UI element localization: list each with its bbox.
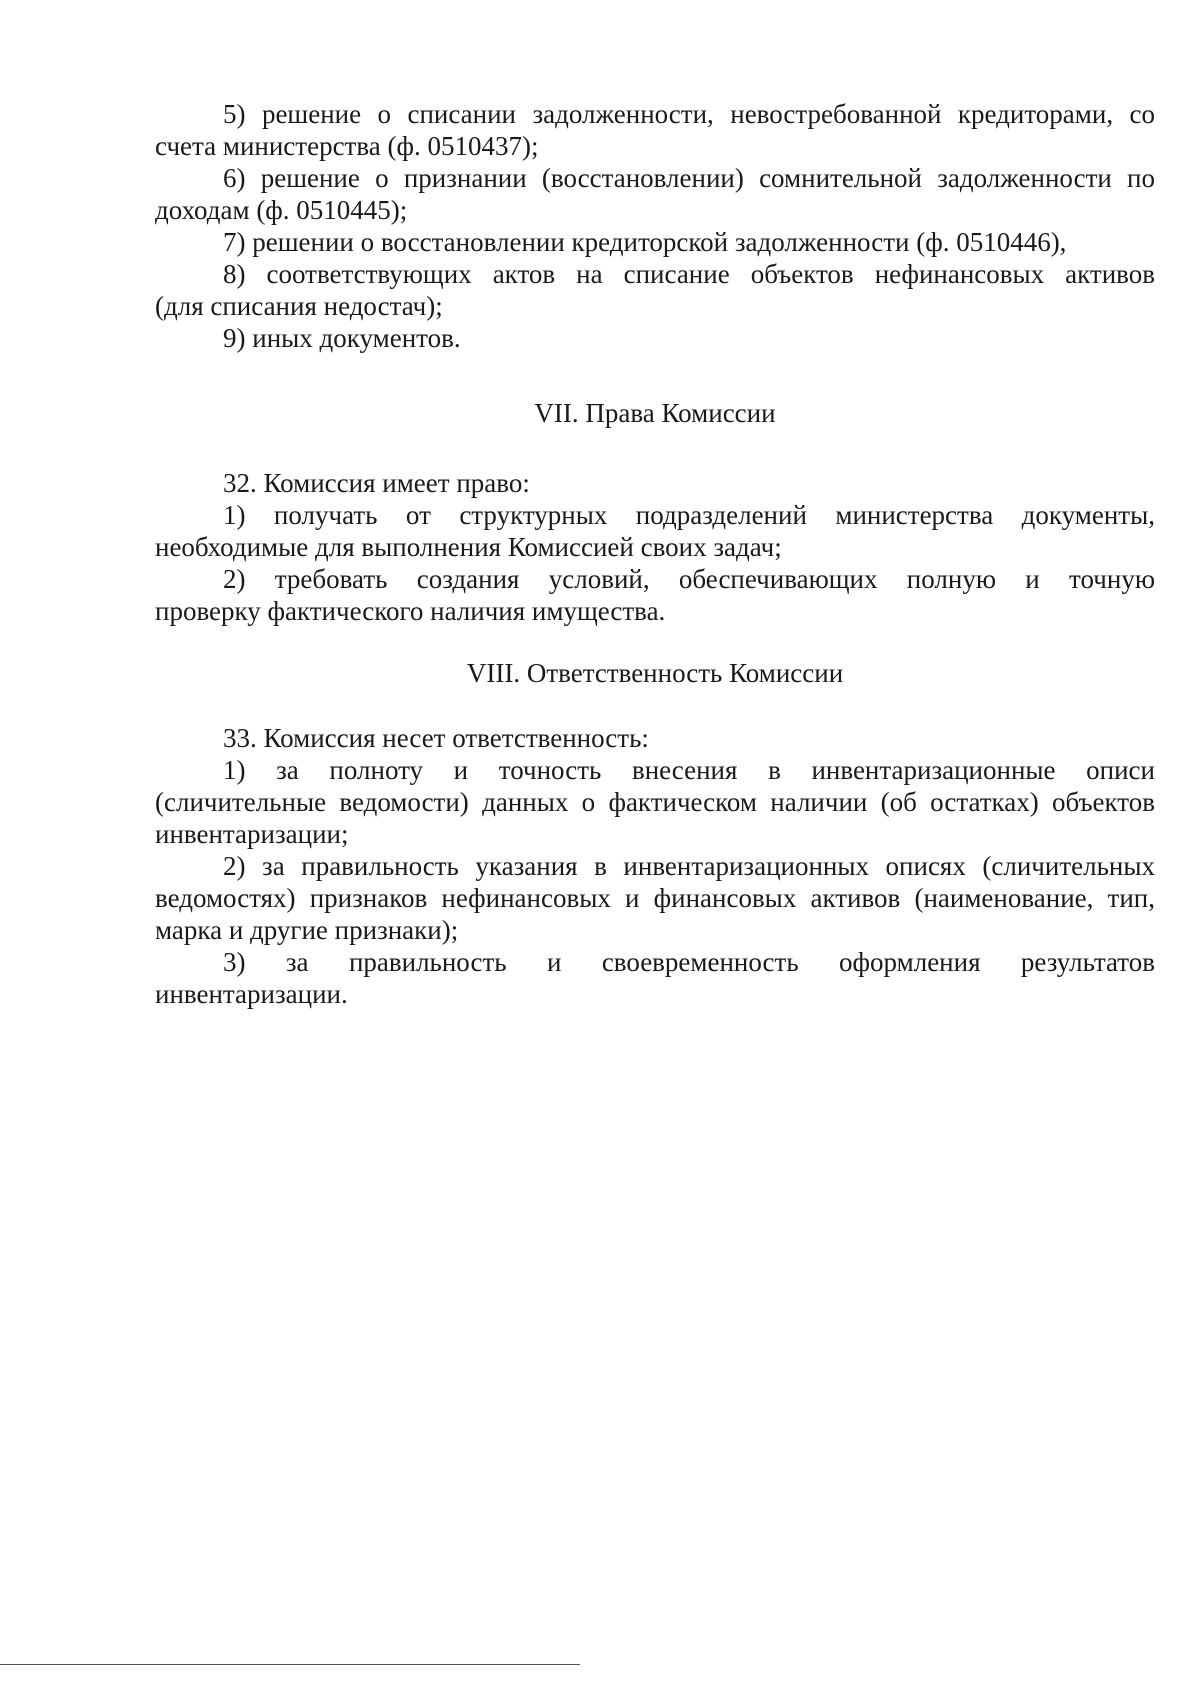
section-8-sub-1-line-3: инвентаризации; — [155, 819, 349, 849]
list-item-7-line-1: 7) решении о восстановлении кредиторской задолженности (ф. 0510446), — [223, 227, 1067, 257]
section-8-heading: VIII. Ответственность Комиссии — [466, 658, 844, 688]
list-item-5-line-1: 5) решение о списании задолженности, невостребованной кредиторами, со — [223, 99, 1155, 129]
section-8-sub-2-line-3: марка и другие признаки); — [155, 915, 459, 945]
section-7-sub-2-line-2: проверку фактического наличия имущества. — [155, 596, 666, 626]
section-8-item-33: 33. Комиссия несет ответственность: — [223, 723, 649, 753]
section-8-sub-2-line-1: 2) за правильность указания в инвентаризационных описях (сличительных — [223, 851, 1155, 881]
section-7-sub-2-line-1: 2) требовать создания условий, обеспечивающих полную и точную — [223, 564, 1155, 594]
section-7-sub-1-line-2: необходимые для выполнения Комиссией своих задач; — [155, 532, 782, 562]
footer-divider — [0, 1664, 580, 1665]
list-item-6-line-2: доходам (ф. 0510445); — [155, 195, 408, 225]
list-item-5-line-2: счета министерства (ф. 0510437); — [155, 131, 539, 161]
list-item-6-line-1: 6) решение о признании (восстановлении) сомнительной задолженности по — [223, 163, 1155, 193]
section-8-sub-2-line-2: ведомостях) признаков нефинансовых и финансовых активов (наименование, тип, — [155, 883, 1155, 913]
section-8-sub-3-line-2: инвентаризации. — [155, 979, 348, 1009]
list-item-8-line-2: (для списания недостач); — [155, 291, 443, 321]
section-8-sub-1-line-2: (сличительные ведомости) данных о фактическом наличии (об остатках) объектов — [155, 787, 1155, 817]
section-7-item-32: 32. Комиссия имеет право: — [223, 468, 530, 498]
section-8-sub-3-line-1: 3) за правильность и своевременность оформления результатов — [223, 947, 1155, 977]
section-8-sub-1-line-1: 1) за полноту и точность внесения в инвентаризационные описи — [223, 755, 1155, 785]
section-7-sub-1-line-1: 1) получать от структурных подразделений министерства документы, — [223, 500, 1155, 530]
list-item-8-line-1: 8) соответствующих актов на списание объектов нефинансовых активов — [223, 259, 1155, 289]
list-item-9-line-1: 9) иных документов. — [223, 323, 461, 353]
section-7-heading: VII. Права Комиссии — [534, 398, 776, 428]
